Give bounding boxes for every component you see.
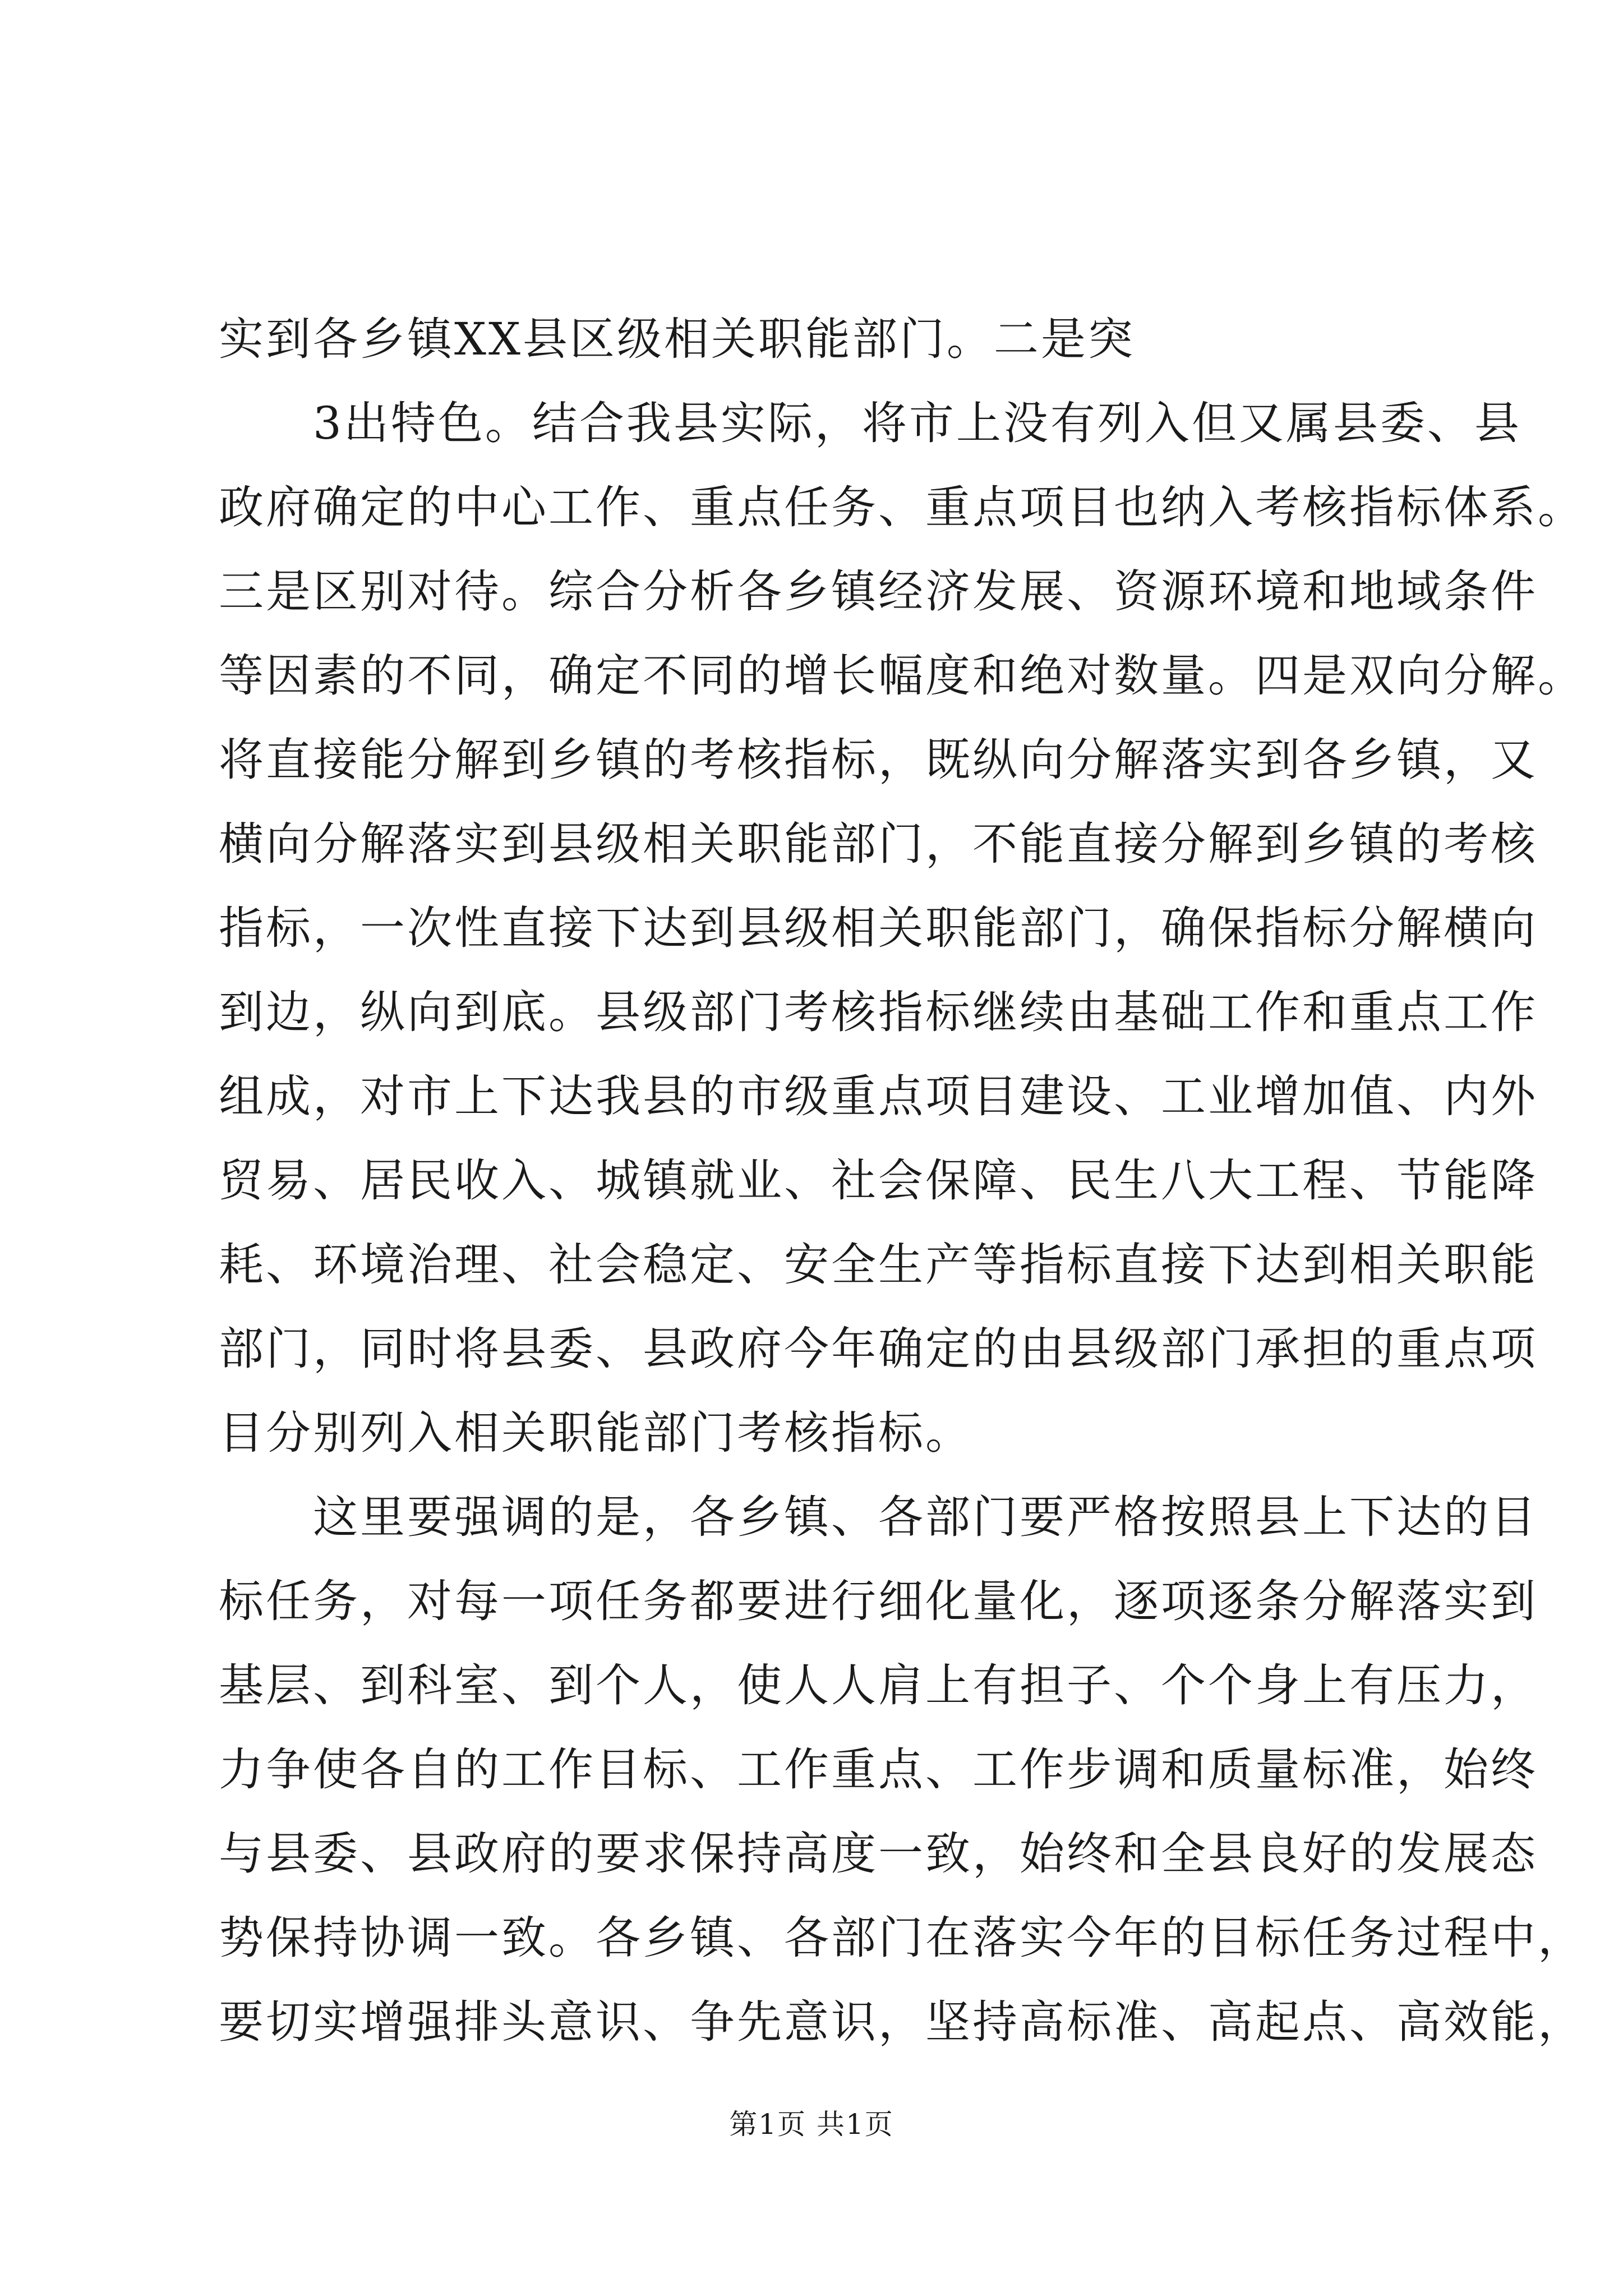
document-body xyxy=(219,297,1585,2064)
page-number: 第1页 共1页 xyxy=(729,2108,894,2141)
text-line: 三是区别对待。综合分析各乡镇经济发展、资源环境和地域条件 xyxy=(219,565,1538,618)
text-line: 这里要强调的是，各乡镇、各部门要严格按照县上下达的目 xyxy=(219,1491,1538,1543)
text-line: 等因素的不同，确定不同的增长幅度和绝对数量。四是双向分解。 xyxy=(219,650,1585,702)
text-line: 将直接能分解到乡镇的考核指标，既纵向分解落实到各乡镇，又 xyxy=(219,734,1538,786)
text-line: 耗、环境治理、社会稳定、安全生产等指标直接下达到相关职能 xyxy=(219,1239,1538,1291)
text-line: 贸易、居民收入、城镇就业、社会保障、民生八大工程、节能降 xyxy=(219,1154,1538,1207)
text-line: 组成，对市上下达我县的市级重点项目建设、工业增加值、内外 xyxy=(219,1070,1538,1122)
text-line: 势保持协调一致。各乡镇、各部门在落实今年的目标任务过程中， xyxy=(219,1912,1585,1964)
text-line: 政府确定的中心工作、重点任务、重点项目也纳入考核指标体系。 xyxy=(219,481,1585,533)
text-line: 3出特色。结合我县实际，将市上没有列入但又属县委、县 xyxy=(219,397,1521,449)
text-line: 部门，同时将县委、县政府今年确定的由县级部门承担的重点项 xyxy=(219,1323,1538,1375)
text-line: 横向分解落实到县级相关职能部门，不能直接分解到乡镇的考核 xyxy=(219,818,1538,870)
text-line: 力争使各自的工作目标、工作重点、工作步调和质量标准，始终 xyxy=(219,1743,1538,1796)
text-line: 标任务，对每一项任务都要进行细化量化，逐项逐条分解落实到 xyxy=(219,1575,1538,1627)
text-line: 与县委、县政府的要求保持高度一致，始终和全县良好的发展态 xyxy=(219,1828,1538,1880)
text-line: 要切实增强排头意识、争先意识，坚持高标准、高起点、高效能， xyxy=(219,1996,1585,2048)
text-line: 基层、到科室、到个人，使人人肩上有担子、个个身上有压力， xyxy=(219,1659,1538,1711)
text-line: 目分别列入相关职能部门考核指标。 xyxy=(219,1407,972,1459)
text-line: 指标，一次性直接下达到县级相关职能部门，确保指标分解横向 xyxy=(219,902,1538,954)
text-line: 实到各乡镇XX县区级相关职能部门。二是突 xyxy=(219,313,1135,365)
page-footer xyxy=(0,2105,1623,2144)
text-line: 到边，纵向到底。县级部门考核指标继续由基础工作和重点工作 xyxy=(219,986,1538,1038)
